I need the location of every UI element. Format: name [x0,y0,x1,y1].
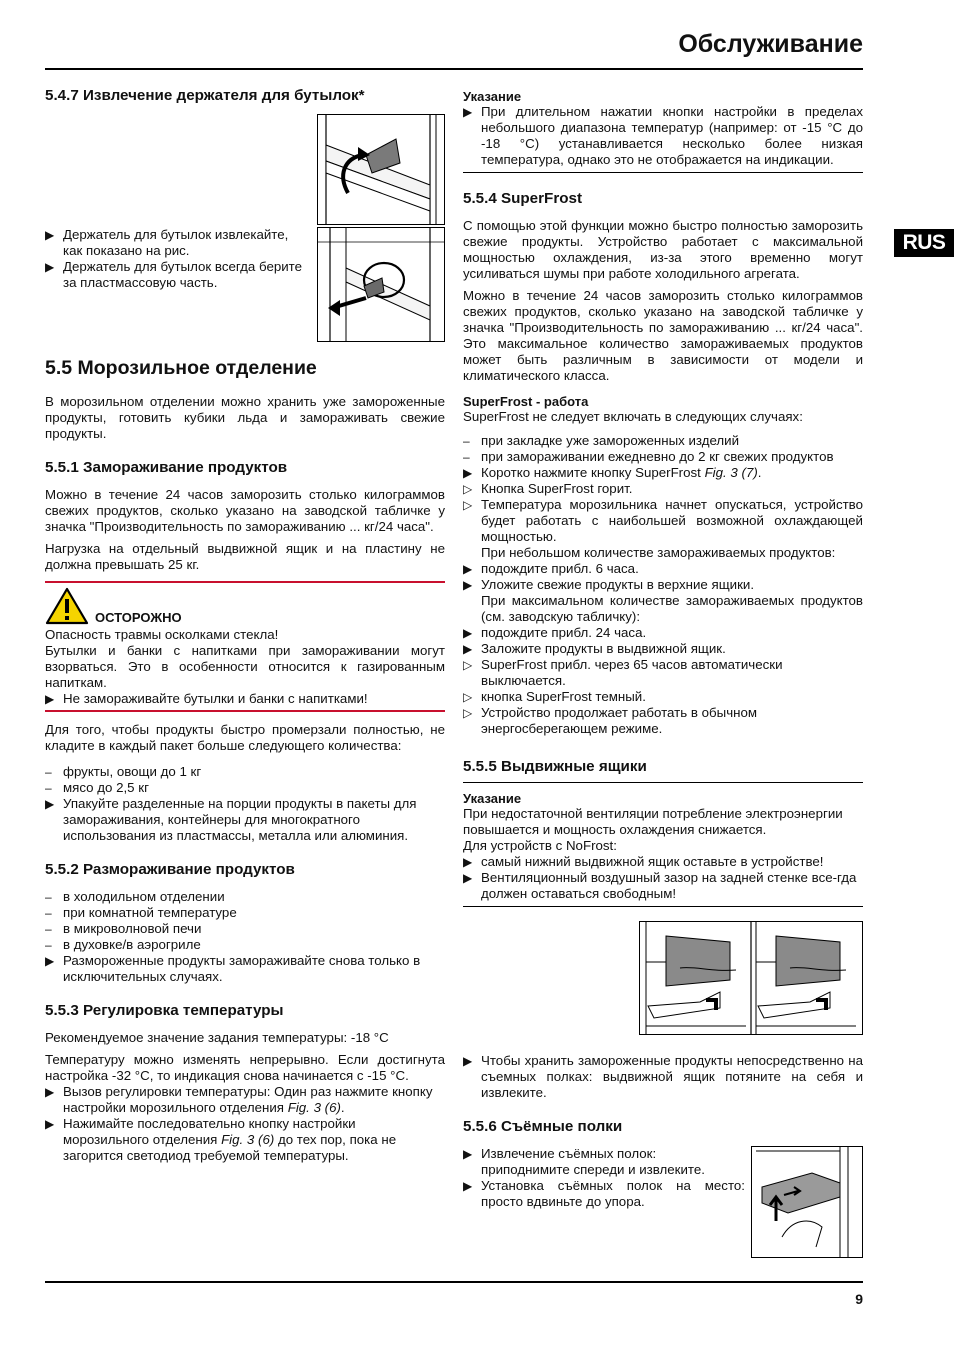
heading-5-4-7: 5.4.7 Извлечение держателя для бутылок* [45,87,365,104]
list-item: – при комнатной температуре [45,905,237,920]
list-item: – в микроволновой печи [45,921,202,936]
heading-5-5: 5.5 Морозильное отделение [45,357,317,379]
note-list [463,854,863,902]
list-item: ▶ подождите прибл. 6 часа. [463,561,639,576]
warning-list [45,691,445,707]
list-item: ▷ Кнопка SuperFrost горит. [463,481,633,496]
freezer-intro: В морозильном отделении можно хранить уже замороженные продукты, готовить кубики льда и замораживать свежие продукты. [45,394,445,441]
paragraph: Нагрузка на отдельный выдвижной ящик и на пластину не должна превышать 25 кг. [45,541,445,572]
page-title: Обслуживание [678,30,863,58]
list-item: ▶ самый нижний выдвижной ящик оставьте в устройстве! [463,854,824,869]
list-item: ▶ Извлечение съёмных полок: приподнимите спереди и извлеките. [463,1146,705,1177]
title-rule [45,68,863,70]
heading-5-5-5: 5.5.5 Выдвижные ящики [463,758,647,775]
list-item: – мясо до 2,5 кг [45,780,149,795]
list-item: ▶ Заложите продукты в выдвижной ящик. [463,641,726,656]
drawer-list [463,1053,863,1101]
list-item: ▶ Нажимайте последовательно кнопку настройки морозильного отделения Fig. 3 (6) до тех пор, пока не загорится светодиод требуемой температуры. [45,1116,397,1163]
list-item: ▶ При длительном нажатии кнопки настройки в пределах небольшого диапазона температур (например: от -15 °C до -18 °C) устанавливается несколько более низкая температура, однако это не отображается на индикации. [463,104,863,167]
list-item: – при замораживании ежедневно до 2 кг свежих продуктов [463,449,834,464]
list-item: ▶ Упакуйте разделенные на порции продукты в пакеты для замораживания, контейнеры для многократного использования из пластмассы, металла или алюминия. [45,796,417,843]
list-item: – в духовке/в аэрогриле [45,937,201,952]
paragraph: С помощью этой функции можно быстро полностью заморозить свежие продукты. Устройство работает с максимальной мощностью охлаждения, из-за этого временно могут усиливаться шумы при работе холодильного агрегата. [463,218,863,281]
note-line: При недостаточной вентиляции потребление электроэнергии повышается и мощность охлаждения снижается. [463,806,843,837]
bottle-holder-figure-1 [317,114,445,225]
list-item: ▷ Температура морозильника начнет опускаться, устройство будет работать с наибольшей возможной охлаждающей мощностью. [463,497,863,544]
freeze-list [45,764,445,844]
list-item: При небольшом количестве замораживаемых продуктов: [481,545,836,560]
paragraph: SuperFrost не следует включать в следующих случаях: [463,409,803,424]
list-item: ▶ Уложите свежие продукты в верхние ящики. [463,577,755,592]
note-top [463,89,863,173]
list-item: ▷ кнопка SuperFrost темный. [463,689,646,704]
list-item: ▷ SuperFrost прибл. через 65 часов автоматически выключается. [463,657,783,688]
heading-5-5-2: 5.5.2 Размораживание продуктов [45,861,295,878]
warning-line: Бутылки и банки с напитками при замораживании могут взорваться. Это в особенности относится к газированным напиткам. [45,643,445,690]
shelf-removal-figure [751,1146,863,1258]
list-item: ▶ Размороженные продукты замораживайте снова только в исключительных случаях. [45,953,421,984]
list-item: ▶ Установка съёмных полок на место: просто вдвиньте до упора. [463,1178,745,1209]
list-item: ▶ Чтобы хранить замороженные продукты непосредственно на съемных полках: выдвижной ящик потяните на себя и извлеките. [463,1053,863,1100]
list-item: ▶ Не замораживайте бутылки и банки с напитками! [45,691,368,706]
footer-rule [45,1281,863,1283]
warning-triangle-icon [45,587,89,625]
paragraph: Можно в течение 24 часов заморозить столько килограммов свежих продуктов, сколько указано на заводской табличке у значка "Производительность по замораживанию ... кг/24 часа". Это максимальное количество замораживаемых продуктов может быть различным в зависимости от модели и климатического класса. [463,288,863,383]
list-item: ▷ Устройство продолжает работать в обычном энергосберегающем режиме. [463,705,758,736]
note-list [463,104,863,168]
drawer-removal-figure [639,921,863,1035]
warning-box [45,583,445,707]
heading-5-5-4: 5.5.4 SuperFrost [463,190,583,207]
paragraph: Рекомендуемое значение задания температуры: -18 °C [45,1030,389,1045]
paragraph: Можно в течение 24 часов заморозить столько килограммов свежих продуктов, сколько указано на заводской табличке у значка "Производительность по замораживанию ... кг/24 часа". [45,487,445,534]
list-item: ▶ Вызов регулировки температуры: Один раз нажмите кнопку настройки морозильного отделения Fig. 3 (6). [45,1084,433,1115]
list-item: ▶ Коротко нажмите кнопку SuperFrost Fig. 3 (7). [463,465,762,480]
left-column [45,84,445,1164]
list-item: ▶ Вентиляционный воздушный зазор на задней стенке все-гда должен оставаться свободным! [463,870,857,901]
language-badge: RUS [894,229,954,257]
bottle-holder-list [45,227,310,291]
list-item: ▶ подождите прибл. 24 часа. [463,625,647,640]
superfrost-list [463,433,863,737]
heading-5-5-1: 5.5.1 Замораживание продуктов [45,459,288,476]
paragraph: Температуру можно изменять непрерывно. Если достигнута настройка -32 °C, то индикация снова начинается с -15 °C. [45,1052,445,1083]
note-title: Указание [463,89,522,104]
list-item: ▶ Держатель для бутылок извлекайте, как показано на рис. [45,227,289,258]
note-line: Для устройств с NoFrost: [463,838,617,853]
page-number: 9 [855,1291,863,1307]
bottle-holder-figure-2 [317,227,445,342]
warning-line: Опасность травмы осколками стекла! [45,627,279,642]
warning-bottom-rule [45,710,445,712]
list-item: ▶ Держатель для бутылок всегда берите за пластмассовую часть. [45,259,302,290]
heading-5-5-3: 5.5.3 Регулировка температуры [45,1002,284,1019]
temperature-list [45,1084,445,1164]
thaw-list [45,889,445,985]
list-item: – в холодильном отделении [45,889,225,904]
superfrost-subheading: SuperFrost - работа [463,394,589,409]
right-column [463,84,863,1258]
shelves-list [463,1146,745,1210]
list-item: – при закладке уже замороженных изделий [463,433,740,448]
list-item: При максимальном количестве замораживаемых продуктов (см. заводскую табличку): [481,593,863,624]
list-item: – фрукты, овощи до 1 кг [45,764,202,779]
warning-title: ОСТОРОЖНО [95,610,182,625]
heading-5-5-6: 5.5.6 Съёмные полки [463,1118,623,1135]
note-title: Указание [463,791,522,806]
drawer-note [463,782,863,907]
paragraph: Для того, чтобы продукты быстро промерзали полностью, не кладите в каждый пакет больше следующего количества: [45,722,445,753]
